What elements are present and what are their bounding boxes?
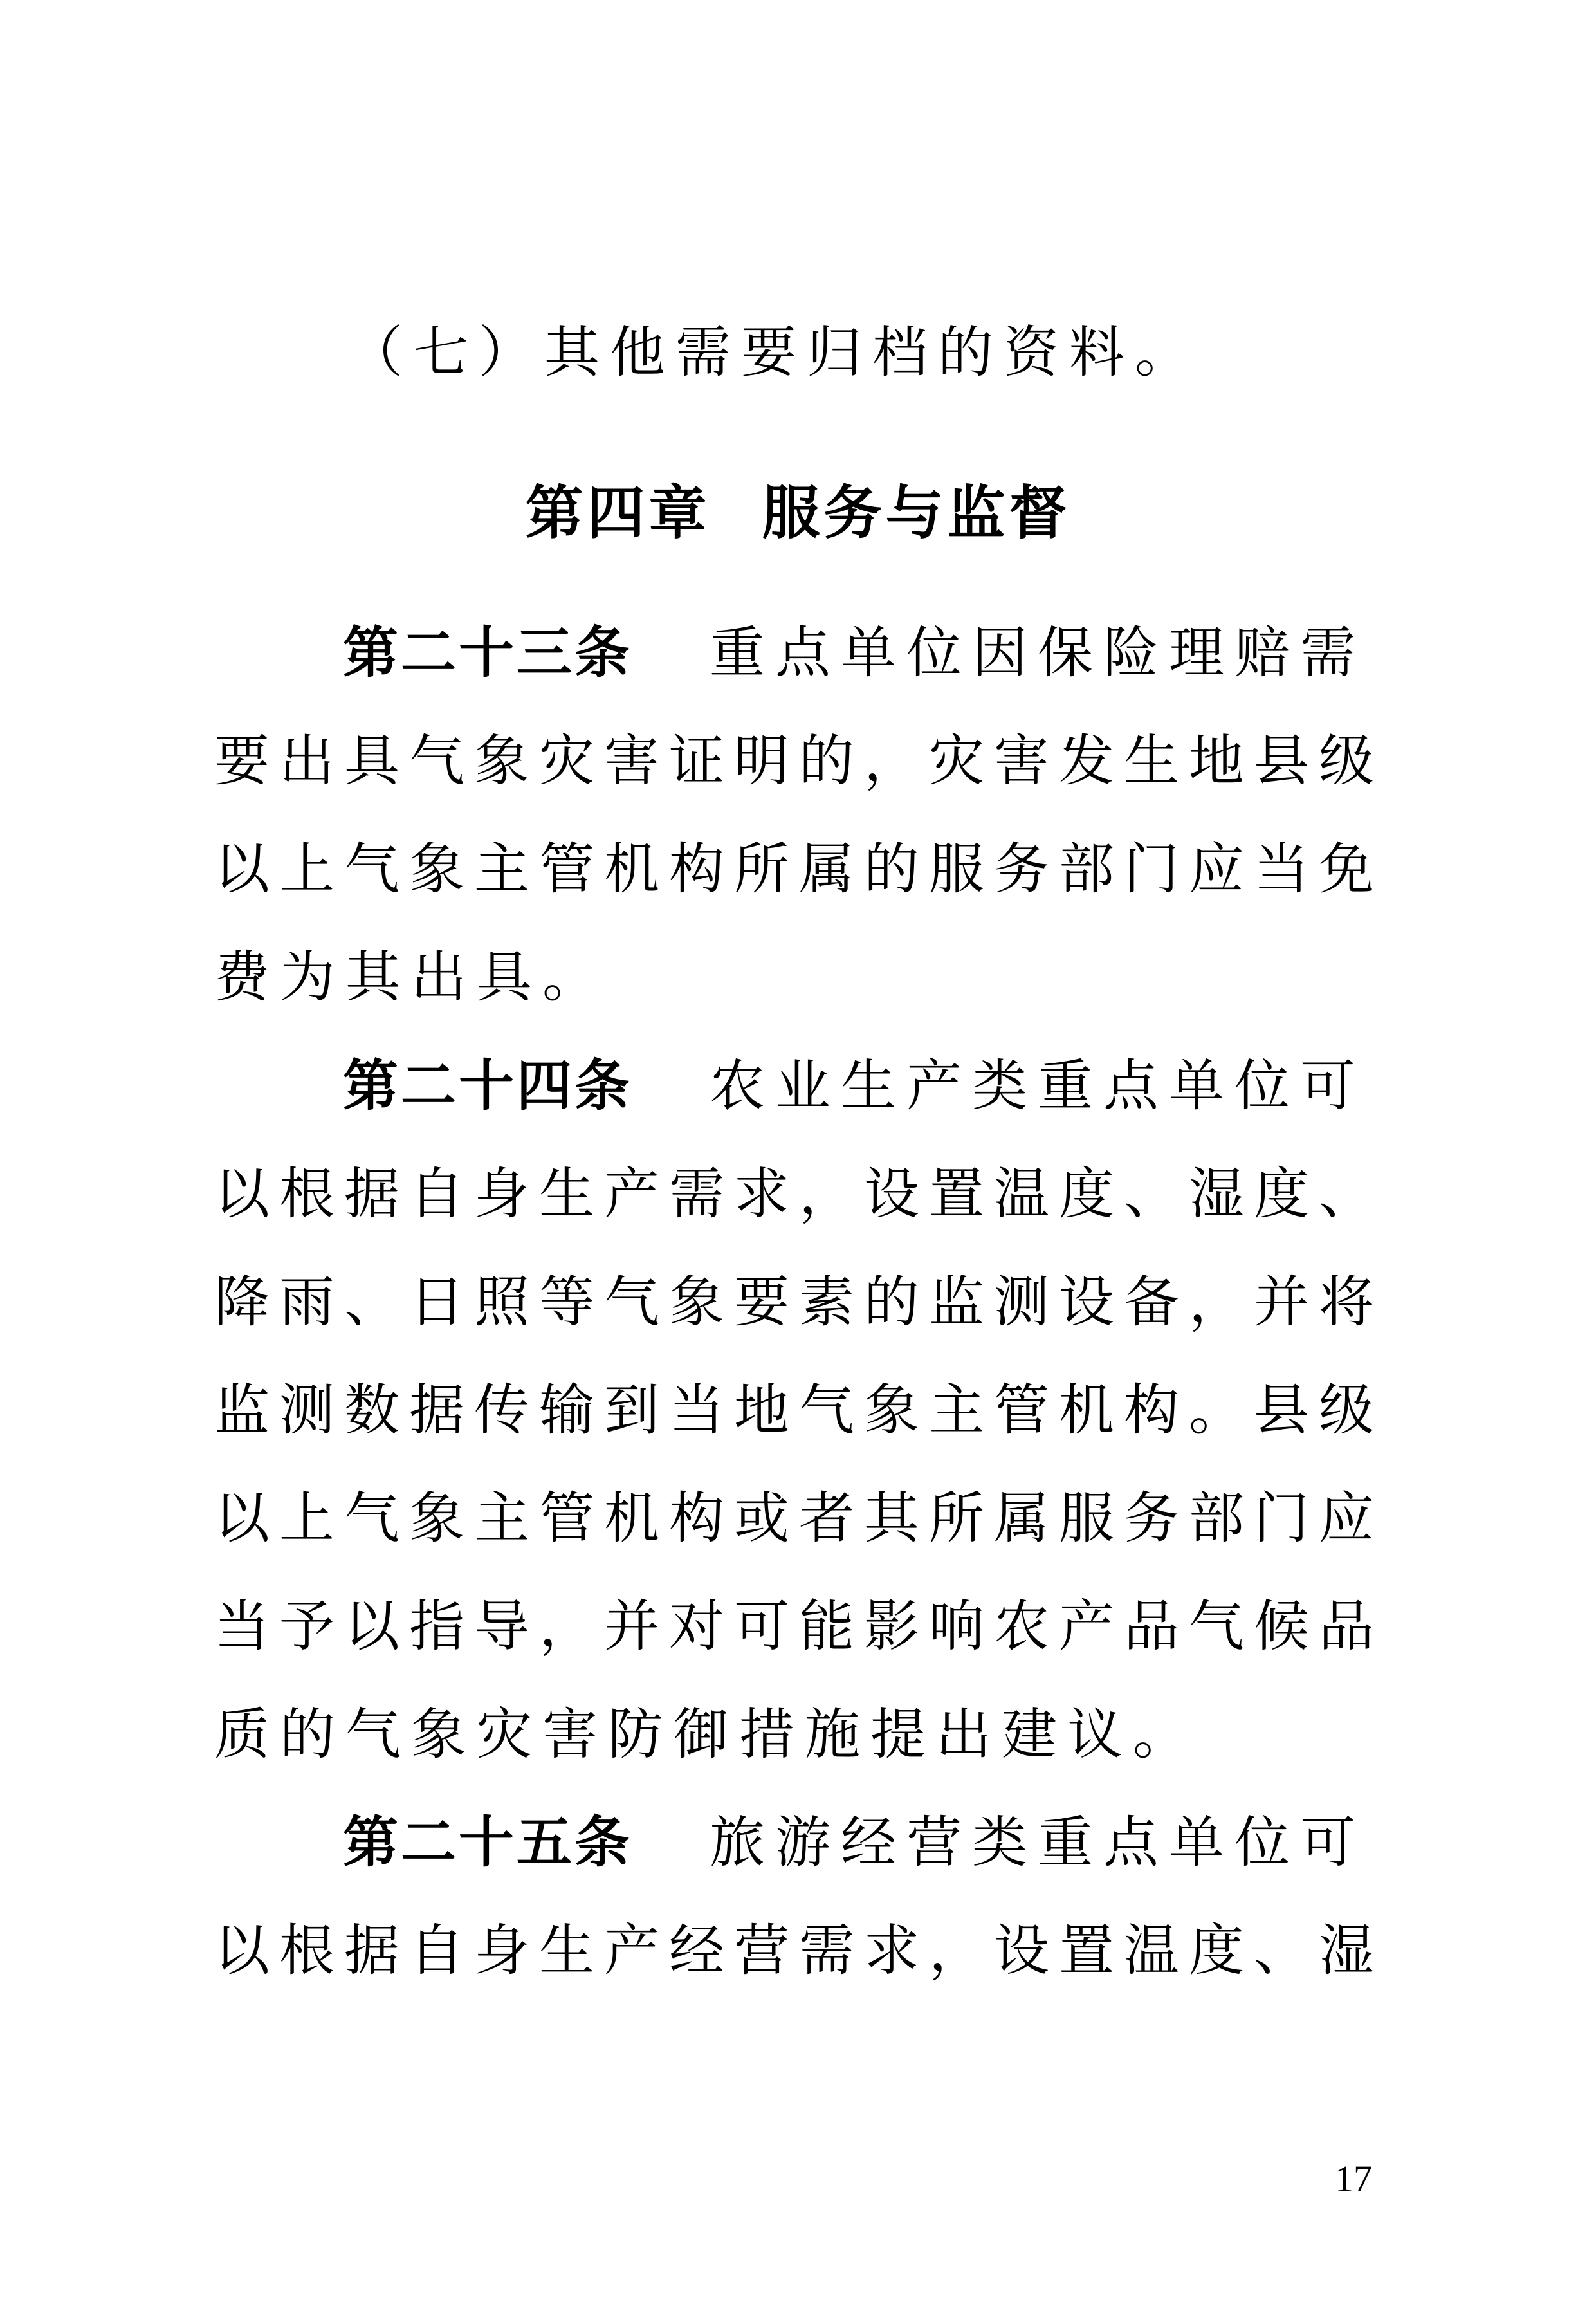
chapter-number: 第四章	[525, 479, 711, 547]
article-23-text-1: 重点单位因保险理赔需	[710, 621, 1366, 685]
chapter-title: 服务与监督	[762, 479, 1071, 547]
chapter-heading	[0, 481, 1596, 546]
article-24-title: 第二十四条	[343, 1054, 632, 1118]
article-24-line-6: 当予以指导，并对可能影响农产品气候品	[214, 1594, 1384, 1659]
article-24-line-2: 以根据自身生产需求，设置温度、湿度、	[214, 1162, 1384, 1226]
article-23-line-2: 要出具气象灾害证明的，灾害发生地县级	[214, 729, 1384, 793]
article-24-line-7: 质的气象灾害防御措施提出建议。	[214, 1702, 1198, 1767]
article-24-line-1	[343, 1054, 1366, 1118]
article-23-title: 第二十三条	[343, 621, 632, 685]
article-24-line-5: 以上气象主管机构或者其所属服务部门应	[214, 1486, 1384, 1551]
article-24-line-4: 监测数据传输到当地气象主管机构。县级	[214, 1378, 1384, 1442]
article-24-line-3: 降雨、日照等气象要素的监测设备，并将	[214, 1270, 1384, 1334]
article-25-title: 第二十五条	[343, 1810, 632, 1875]
article-25-line-1	[343, 1810, 1366, 1875]
article-25-text-1: 旅游经营类重点单位可	[710, 1810, 1366, 1875]
page-number: 17	[1335, 2158, 1372, 2200]
intro-line: （七）其他需要归档的资料。	[347, 320, 1200, 385]
article-24-text-1: 农业生产类重点单位可	[710, 1054, 1366, 1118]
article-23-line-1	[343, 621, 1366, 685]
article-25-line-2: 以根据自身生产经营需求，设置温度、湿	[214, 1919, 1384, 1983]
article-23-line-4: 费为其出具。	[214, 945, 608, 1009]
article-23-line-3: 以上气象主管机构所属的服务部门应当免	[214, 837, 1384, 901]
